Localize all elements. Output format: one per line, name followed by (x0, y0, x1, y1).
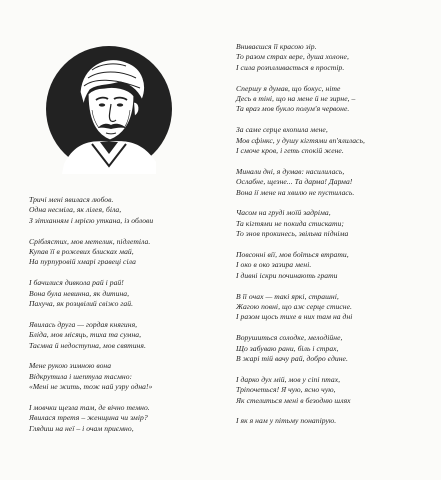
verse-line: Купав її в рожевих блисках май, (29, 247, 134, 257)
stanza (29, 237, 219, 268)
stanza (236, 125, 436, 156)
verse-line: Мов сфінкс, у душу кігтями вп'ялилась, (236, 135, 365, 145)
verse-line: За саме серце вхопила мене, (236, 125, 328, 135)
verse-line: Явилась друга — гордая княгиня, (29, 319, 138, 329)
verse-line: І смоче кров, і геть спокій жене. (236, 146, 344, 156)
verse-line: І око в око зазира мені. (236, 260, 312, 270)
verse-line: Повсонні вії, мов боїться втрати, (236, 250, 349, 260)
verse-line: То знов прокинесь, звільна підніма (236, 229, 349, 239)
stanza (29, 361, 219, 392)
verse-line: Відкрутила і шептула тасмно: (29, 371, 133, 381)
stanza (236, 84, 436, 115)
stanza (236, 375, 436, 406)
man-portrait-icon (46, 46, 172, 174)
verse-line: Як стелиться мені в безодню шлях (236, 395, 351, 405)
verse-line: Жагою повні, що аж серце стисне. (236, 302, 352, 312)
stanza (236, 167, 436, 198)
verse-line: Мене рукою зимною вона (29, 361, 112, 371)
verse-line: Минали дні, я думав: насилилась, (236, 166, 345, 176)
stanza (29, 320, 219, 351)
verse-line: Пахуча, як розцвілий свіжо гай. (29, 299, 134, 309)
verse-line: І дивні іскри починають грати (236, 270, 338, 280)
stanza (236, 292, 436, 323)
verse-line: Та враз мов букло полум'я червоне. (236, 104, 350, 114)
verse-line: На пурпуровій хмарі гравеці сіла (29, 257, 136, 267)
verse-line: Блідa, мов місяць, тиха та сумна, (29, 330, 142, 340)
stanza (236, 208, 436, 239)
verse-line: І мовчки щезла там, де вічно темно. (29, 403, 150, 413)
verse-line: Спершу я думав, що бокус, ніте (236, 83, 341, 93)
verse-line: І бачилися дивкола рай і рай! (29, 278, 124, 288)
verse-line: Тріпочеться! Я чую, ясно чую, (236, 385, 336, 395)
verse-line: Вона ії мене на хвилю не пустилась. (236, 187, 355, 197)
verse-line: Явилася третя – женщина чи змір? (29, 413, 148, 423)
stanza (236, 42, 436, 73)
verse-line: Вона була невинна, як дитина, (29, 288, 130, 298)
verse-line: Глядиш на неї – і очам приємно, (29, 423, 134, 433)
poem-right-column (236, 42, 436, 437)
verse-line: І сила розплливається в простір. (236, 62, 345, 72)
verse-line: «Мені не жить, тож най узру одна!» (29, 382, 153, 392)
poem-left-column (29, 195, 219, 445)
stanza (236, 250, 436, 281)
stanza (29, 278, 219, 309)
stanza (29, 195, 219, 226)
verse-line: Вниваєшся її красою зір. (236, 42, 317, 51)
verse-line: Десь в тіні, що на мене й не зирне, – (236, 94, 356, 104)
verse-line: З зітханням і мрією уткана, із облови (29, 215, 154, 225)
verse-line: То разом страх вере, душа холоне, (236, 52, 349, 62)
author-portrait (44, 44, 174, 174)
verse-line: В її очах — такі яркі, страшні, (236, 291, 339, 301)
stanza (29, 403, 219, 434)
verse-line: Сріблястих, мов метелик, підлетіла. (29, 236, 151, 246)
verse-line: І дарко дух мій, мов у сіпі птах, (236, 374, 341, 384)
verse-line: Часом на груді моїй задріма, (236, 208, 331, 218)
verse-line: Таємна й недоступна, мов святиня. (29, 340, 146, 350)
verse-line: Одна несміла, як лілея, біла, (29, 205, 122, 215)
stanza (236, 416, 436, 426)
verse-line: В жарі тій вачу рай, добро єдине. (236, 354, 348, 364)
verse-line: І разом щось тихе в них там на дні (236, 312, 353, 322)
stanza (236, 333, 436, 364)
verse-line: Ослабне, щезне... Та дарма! Дарма! (236, 177, 353, 187)
verse-line: Що забуваю рани, біль і страх, (236, 343, 339, 353)
verse-line: Ворушиться солодке, мелодійне, (236, 333, 343, 343)
verse-line: І як я нам у пітьму понапірую. (236, 416, 337, 426)
verse-line: Та кігтями не покида стискати; (236, 218, 344, 228)
verse-line: Тричі мені явилася любов. (29, 195, 114, 204)
